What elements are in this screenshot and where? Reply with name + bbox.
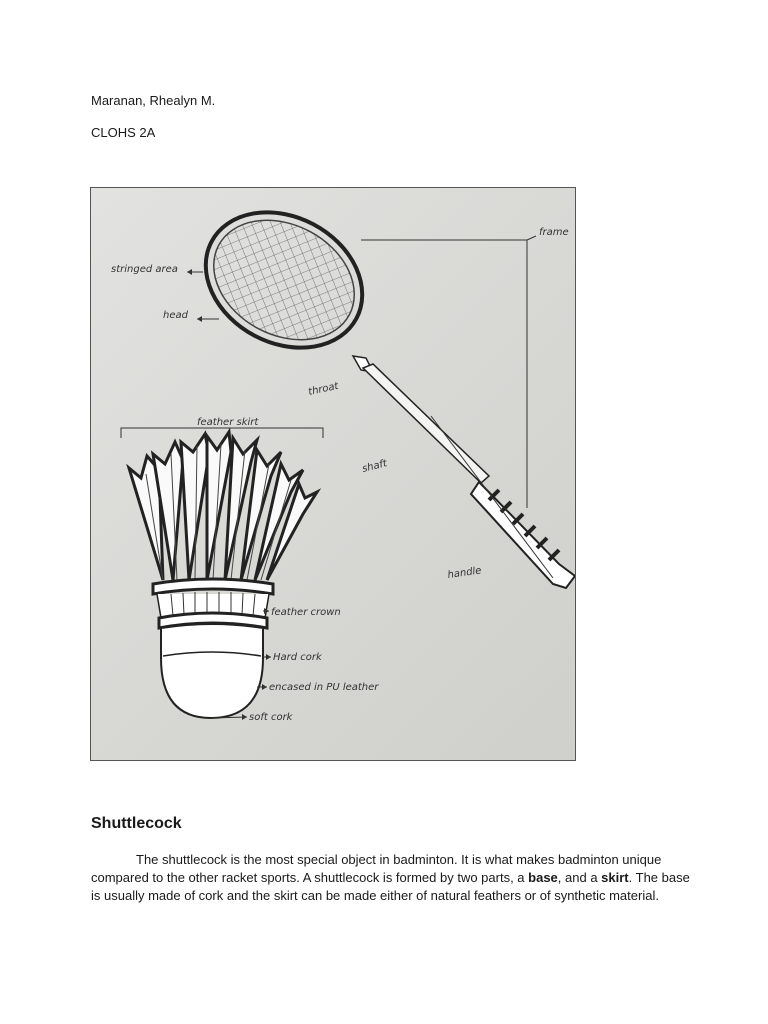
label-feather-crown: feather crown xyxy=(271,607,341,618)
author-name: Maranan, Rhealyn M. xyxy=(91,93,216,108)
paragraph-text-3: . The base is usually made of cork and the skirt can be made either of natural feathers or of synthetic material. xyxy=(91,870,690,903)
paragraph-text-1: The shuttlecock is the most special object in badminton. It is what makes badminton unique compared to the other racket sports. A shuttlecock is formed by two parts, a xyxy=(91,852,662,885)
label-stringed-area: stringed area xyxy=(111,264,178,275)
term-base: base xyxy=(528,870,558,885)
section-heading: Shuttlecock xyxy=(91,815,182,832)
label-feather-skirt: feather skirt xyxy=(197,417,259,428)
label-shaft: shaft xyxy=(361,458,389,475)
label-head: head xyxy=(163,310,188,321)
body-paragraph xyxy=(91,851,691,905)
label-encased-leather: encased in PU leather xyxy=(269,682,379,693)
label-soft-cork: soft cork xyxy=(249,712,293,723)
sketch-photo xyxy=(90,187,576,761)
badminton-sketch-illustration xyxy=(91,188,576,761)
label-hard-cork: Hard cork xyxy=(273,652,322,663)
racket-drawing xyxy=(182,188,575,588)
label-handle: handle xyxy=(446,565,483,581)
label-frame: frame xyxy=(539,227,569,238)
term-skirt: skirt xyxy=(601,870,629,885)
paragraph-text-2: , and a xyxy=(557,870,602,885)
shuttlecock-drawing xyxy=(121,428,323,720)
label-throat: throat xyxy=(307,380,340,398)
class-section: CLOHS 2A xyxy=(91,125,156,140)
